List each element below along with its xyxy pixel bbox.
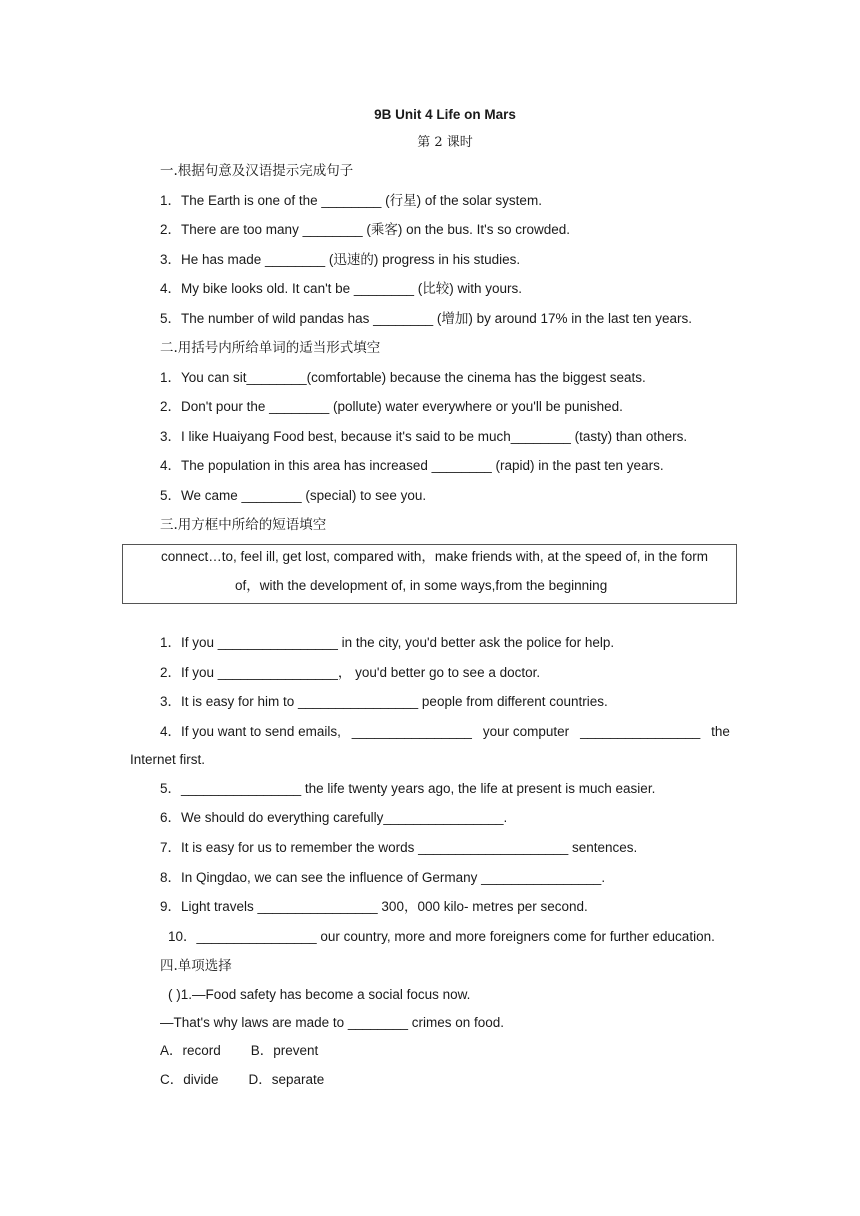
item4-part-2: ________________ (351, 724, 472, 739)
page-title: 9B Unit 4 Life on Mars (374, 107, 516, 122)
section3-item-2: 2．If you ________________， you'd better go to see a doctor. (160, 665, 541, 680)
mc-question-1-reply: —That's why laws are made to ________ crimes on food. (160, 1015, 505, 1030)
section1-heading: 一.根据句意及汉语提示完成句子 (160, 163, 354, 179)
item4-part-5: the (711, 724, 730, 739)
phrase-box-line-1: connect…to, feel ill, get lost, compared with，make friends with, at the speed of, in the form (161, 549, 709, 564)
section3-item-4 (160, 723, 730, 741)
section2-item-1: 1．You can sit________(comfortable) because the cinema has the biggest seats. (160, 370, 646, 385)
section2-item-4: 4．The population in this area has increased ________ (rapid) in the past ten years. (160, 458, 664, 473)
section3-item-8: 8．In Qingdao, we can see the influence of Germany ________________. (160, 870, 606, 885)
section1-item-1: 1．The Earth is one of the ________ (行星) of the solar system. (160, 193, 542, 208)
section1-item-2: 2．There are too many ________ (乘客) on the bus. It's so crowded. (160, 222, 571, 237)
phrase-box-line-2: of，with the development of, in some ways,from the beginning (235, 578, 608, 593)
section2-item-5: 5．We came ________ (special) to see you. (160, 488, 427, 503)
section2-heading: 二.用括号内所给单词的适当形式填空 (160, 340, 381, 356)
item4-part-3: your computer (482, 724, 570, 739)
section3-item-10: 10．________________ our country, more and more foreigners come for further education. (168, 929, 715, 944)
mc-options-row-1: A．record B．prevent (160, 1043, 319, 1058)
mc-options-row-2: C．divide D．separate (160, 1072, 325, 1087)
section3-item-3: 3．It is easy for him to ________________ people from different countries. (160, 694, 608, 709)
section4-heading: 四.单项选择 (160, 958, 232, 974)
section2-item-2: 2．Don't pour the ________ (pollute) water everywhere or you'll be punished. (160, 399, 623, 414)
section3-item-7: 7．It is easy for us to remember the words ____________________ sentences. (160, 840, 638, 855)
phrase-box (122, 544, 737, 604)
section1-item-3: 3．He has made ________ (迅速的) progress in his studies. (160, 252, 521, 267)
section3-item-1: 1．If you ________________ in the city, you'd better ask the police for help. (160, 635, 615, 650)
mc-question-1: ( )1.—Food safety has become a social focus now. (168, 987, 471, 1002)
section2-item-3: 3．I like Huaiyang Food best, because it's said to be much________ (tasty) than others. (160, 429, 688, 444)
lesson-subtitle: 第 2 课时 (417, 135, 473, 150)
item4-part-4: ________________ (580, 724, 701, 739)
section3-item-5: 5．________________ the life twenty years ago, the life at present is much easier. (160, 781, 656, 796)
section1-item-4: 4．My bike looks old. It can't be ________ (比较) with yours. (160, 281, 522, 296)
section3-item-6: 6．We should do everything carefully________________. (160, 810, 508, 825)
section1-item-5: 5．The number of wild pandas has ________ (增加) by around 17% in the last ten years. (160, 311, 693, 326)
section3-heading: 三.用方框中所给的短语填空 (160, 517, 327, 533)
section3-item-9: 9．Light travels ________________ 300，000 kilo- metres per second. (160, 899, 588, 914)
item4-part-1: 4．If you want to send emails, (160, 724, 341, 739)
section3-item-4-continuation: Internet first. (130, 752, 206, 767)
